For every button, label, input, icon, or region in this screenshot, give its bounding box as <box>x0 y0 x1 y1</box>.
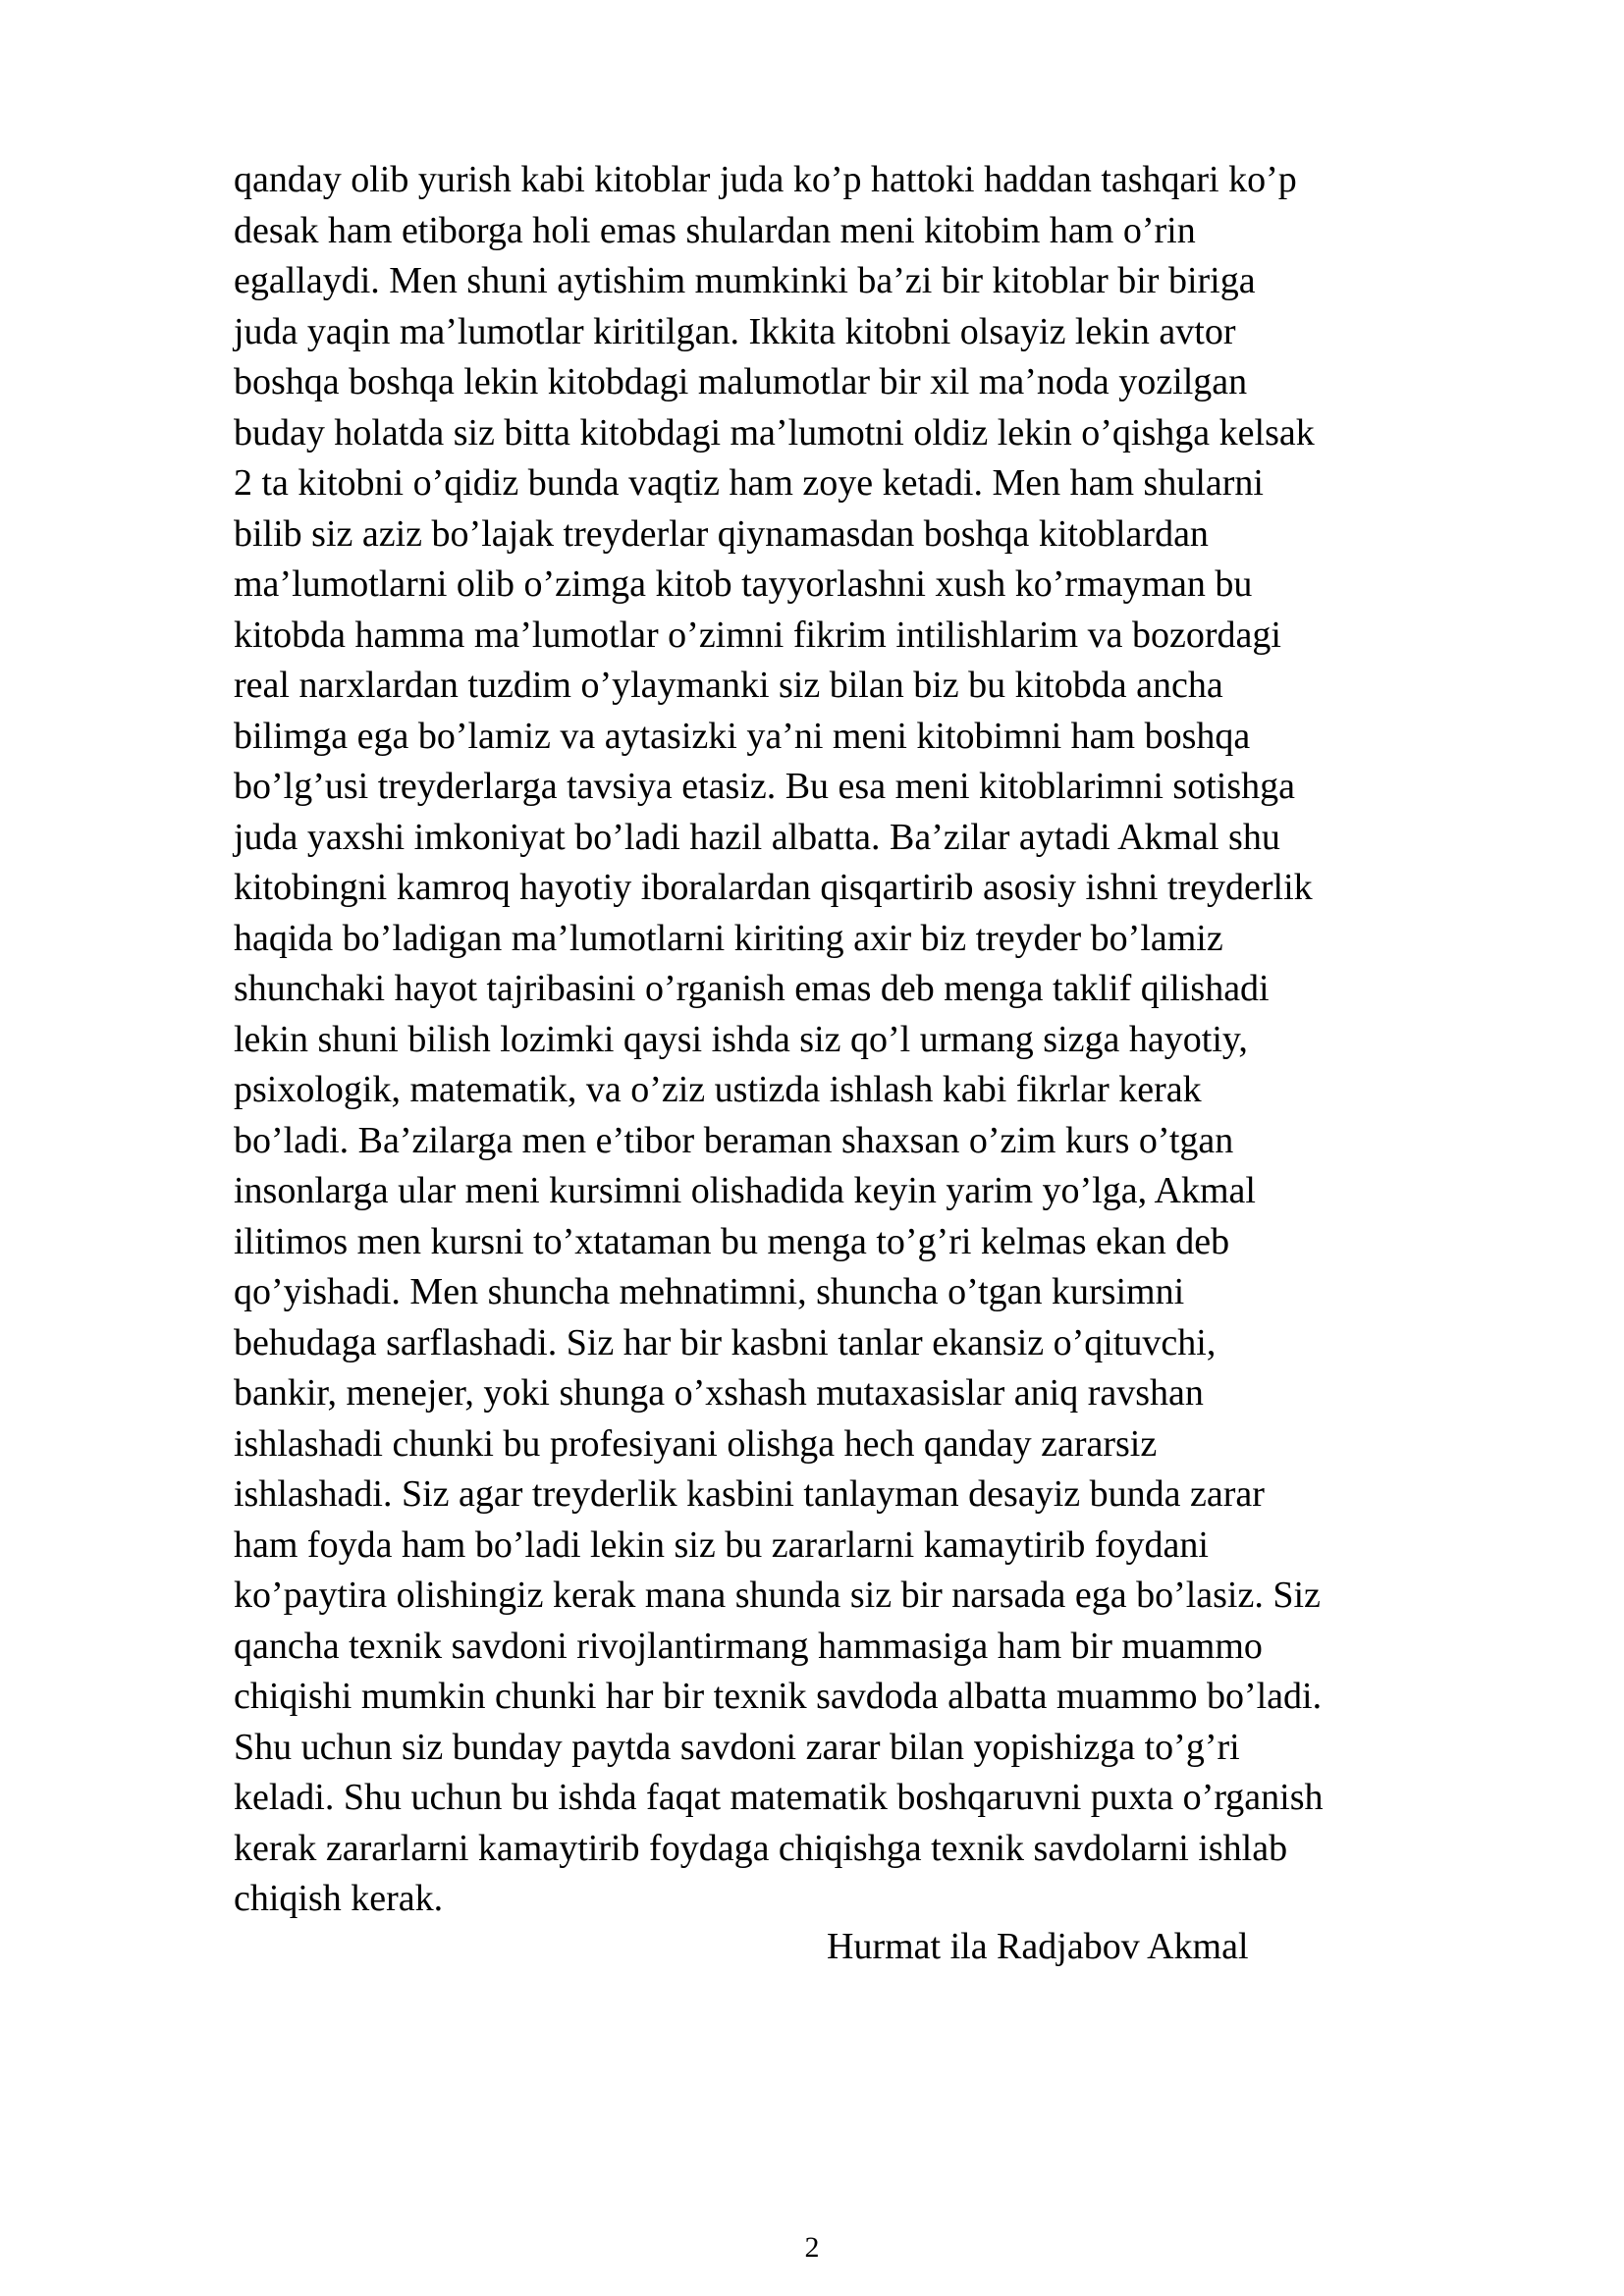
text-line: ilitimos men kursni to’xtataman bu menga to’g’ri kelmas ekan deb <box>234 1220 1230 1262</box>
text-line: chiqishi mumkin chunki har bir texnik savdoda albatta muammo bo’ladi. <box>234 1676 1323 1717</box>
text-line: ko’paytira olishingiz kerak mana shunda siz bir narsada ega bo’lasiz. Siz <box>234 1575 1321 1616</box>
text-line: behudaga sarflashadi. Siz har bir kasbni tanlar ekansiz o’qituvchi, <box>234 1321 1217 1363</box>
text-line: qanday olib yurish kabi kitoblar juda ko’p hattoki haddan tashqari ko’p <box>234 159 1297 200</box>
text-line: chiqish kerak. <box>234 1878 444 1919</box>
page-number: 2 <box>804 2231 820 2264</box>
text-line: ishlashadi chunki bu profesiyani olishga hech qanday zararsiz <box>234 1422 1158 1465</box>
text-line: egallaydi. Men shuni aytishim mumkinki ba’zi bir kitoblar bir biriga <box>234 260 1256 301</box>
text-line: buday holatda siz bitta kitobdagi ma’lumotni oldiz lekin o’qishga kelsak <box>234 411 1315 454</box>
text-line: Shu uchun siz bunday paytda savdoni zarar bilan yopishizga to’g’ri <box>234 1726 1240 1768</box>
text-line: kitobda hamma ma’lumotlar o’zimni fikrim intilishlarim va bozordagi <box>234 614 1281 656</box>
text-line: lekin shuni bilish lozimki qaysi ishda siz qo’l urmang sizga hayotiy, <box>234 1018 1248 1060</box>
text-line: juda yaxshi imkoniyat bo’ladi hazil albatta. Ba’zilar aytadi Akmal shu <box>234 816 1280 858</box>
text-line: bo’ladi. Ba’zilarga men e’tibor beraman shaxsan o’zim kurs o’tgan <box>234 1119 1234 1161</box>
author-signature: Hurmat ila Radjabov Akmal <box>827 1926 1249 1967</box>
text-line: desak ham etiborga holi emas shulardan meni kitobim ham o’rin <box>234 209 1196 251</box>
text-line: qancha texnik savdoni rivojlantirmang hammasiga ham bir muammo <box>234 1625 1263 1667</box>
text-line: bilimga ega bo’lamiz va aytasizki ya’ni meni kitobimni ham boshqa <box>234 715 1251 757</box>
text-line: 2 ta kitobni o’qidiz bunda vaqtiz ham zoye ketadi. Men ham shularni <box>234 462 1264 504</box>
body-paragraph <box>234 155 1530 1925</box>
text-line: qo’yishadi. Men shuncha mehnatimni, shuncha o’tgan kursimni <box>234 1271 1185 1312</box>
text-line: shunchaki hayot tajribasini o’rganish emas deb menga taklif qilishadi <box>234 968 1270 1009</box>
text-line: kerak zararlarni kamaytirib foydaga chiqishga texnik savdolarni ishlab <box>234 1827 1288 1869</box>
text-line: ishlashadi. Siz agar treyderlik kasbini tanlayman desayiz bunda zarar <box>234 1473 1265 1515</box>
text-line: bo’lg’usi treyderlarga tavsiya etasiz. Bu esa meni kitoblarimni sotishga <box>234 766 1295 807</box>
text-line: insonlarga ular meni kursimni olishadida keyin yarim yo’lga, Akmal <box>234 1170 1256 1211</box>
text-line: psixologik, matematik, va o’ziz ustizda ishlash kabi fikrlar kerak <box>234 1069 1202 1110</box>
text-line: ham foyda ham bo’ladi lekin siz bu zararlarni kamaytirib foydani <box>234 1523 1209 1566</box>
text-line: haqida bo’ladigan ma’lumotlarni kiriting axir biz treyder bo’lamiz <box>234 917 1223 959</box>
text-line: real narxlardan tuzdim o’ylaymanki siz bilan biz bu kitobda ancha <box>234 665 1223 706</box>
text-line: kitobingni kamroq hayotiy iboralardan qisqartirib asosiy ishni treyderlik <box>234 867 1313 908</box>
text-line: bilib siz aziz bo’lajak treyderlar qiynamasdan boshqa kitoblardan <box>234 512 1209 555</box>
text-line: bankir, menejer, yoki shunga o’xshash mutaxasislar aniq ravshan <box>234 1372 1204 1414</box>
text-line: keladi. Shu uchun bu ishda faqat matematik boshqaruvni puxta o’rganish <box>234 1777 1324 1818</box>
text-line: ma’lumotlarni olib o’zimga kitob tayyorlashni xush ko’rmayman bu <box>234 563 1253 605</box>
text-line: juda yaqin ma’lumotlar kiritilgan. Ikkita kitobni olsayiz lekin avtor <box>234 310 1236 352</box>
text-line: boshqa boshqa lekin kitobdagi malumotlar bir xil ma’noda yozilgan <box>234 361 1248 402</box>
